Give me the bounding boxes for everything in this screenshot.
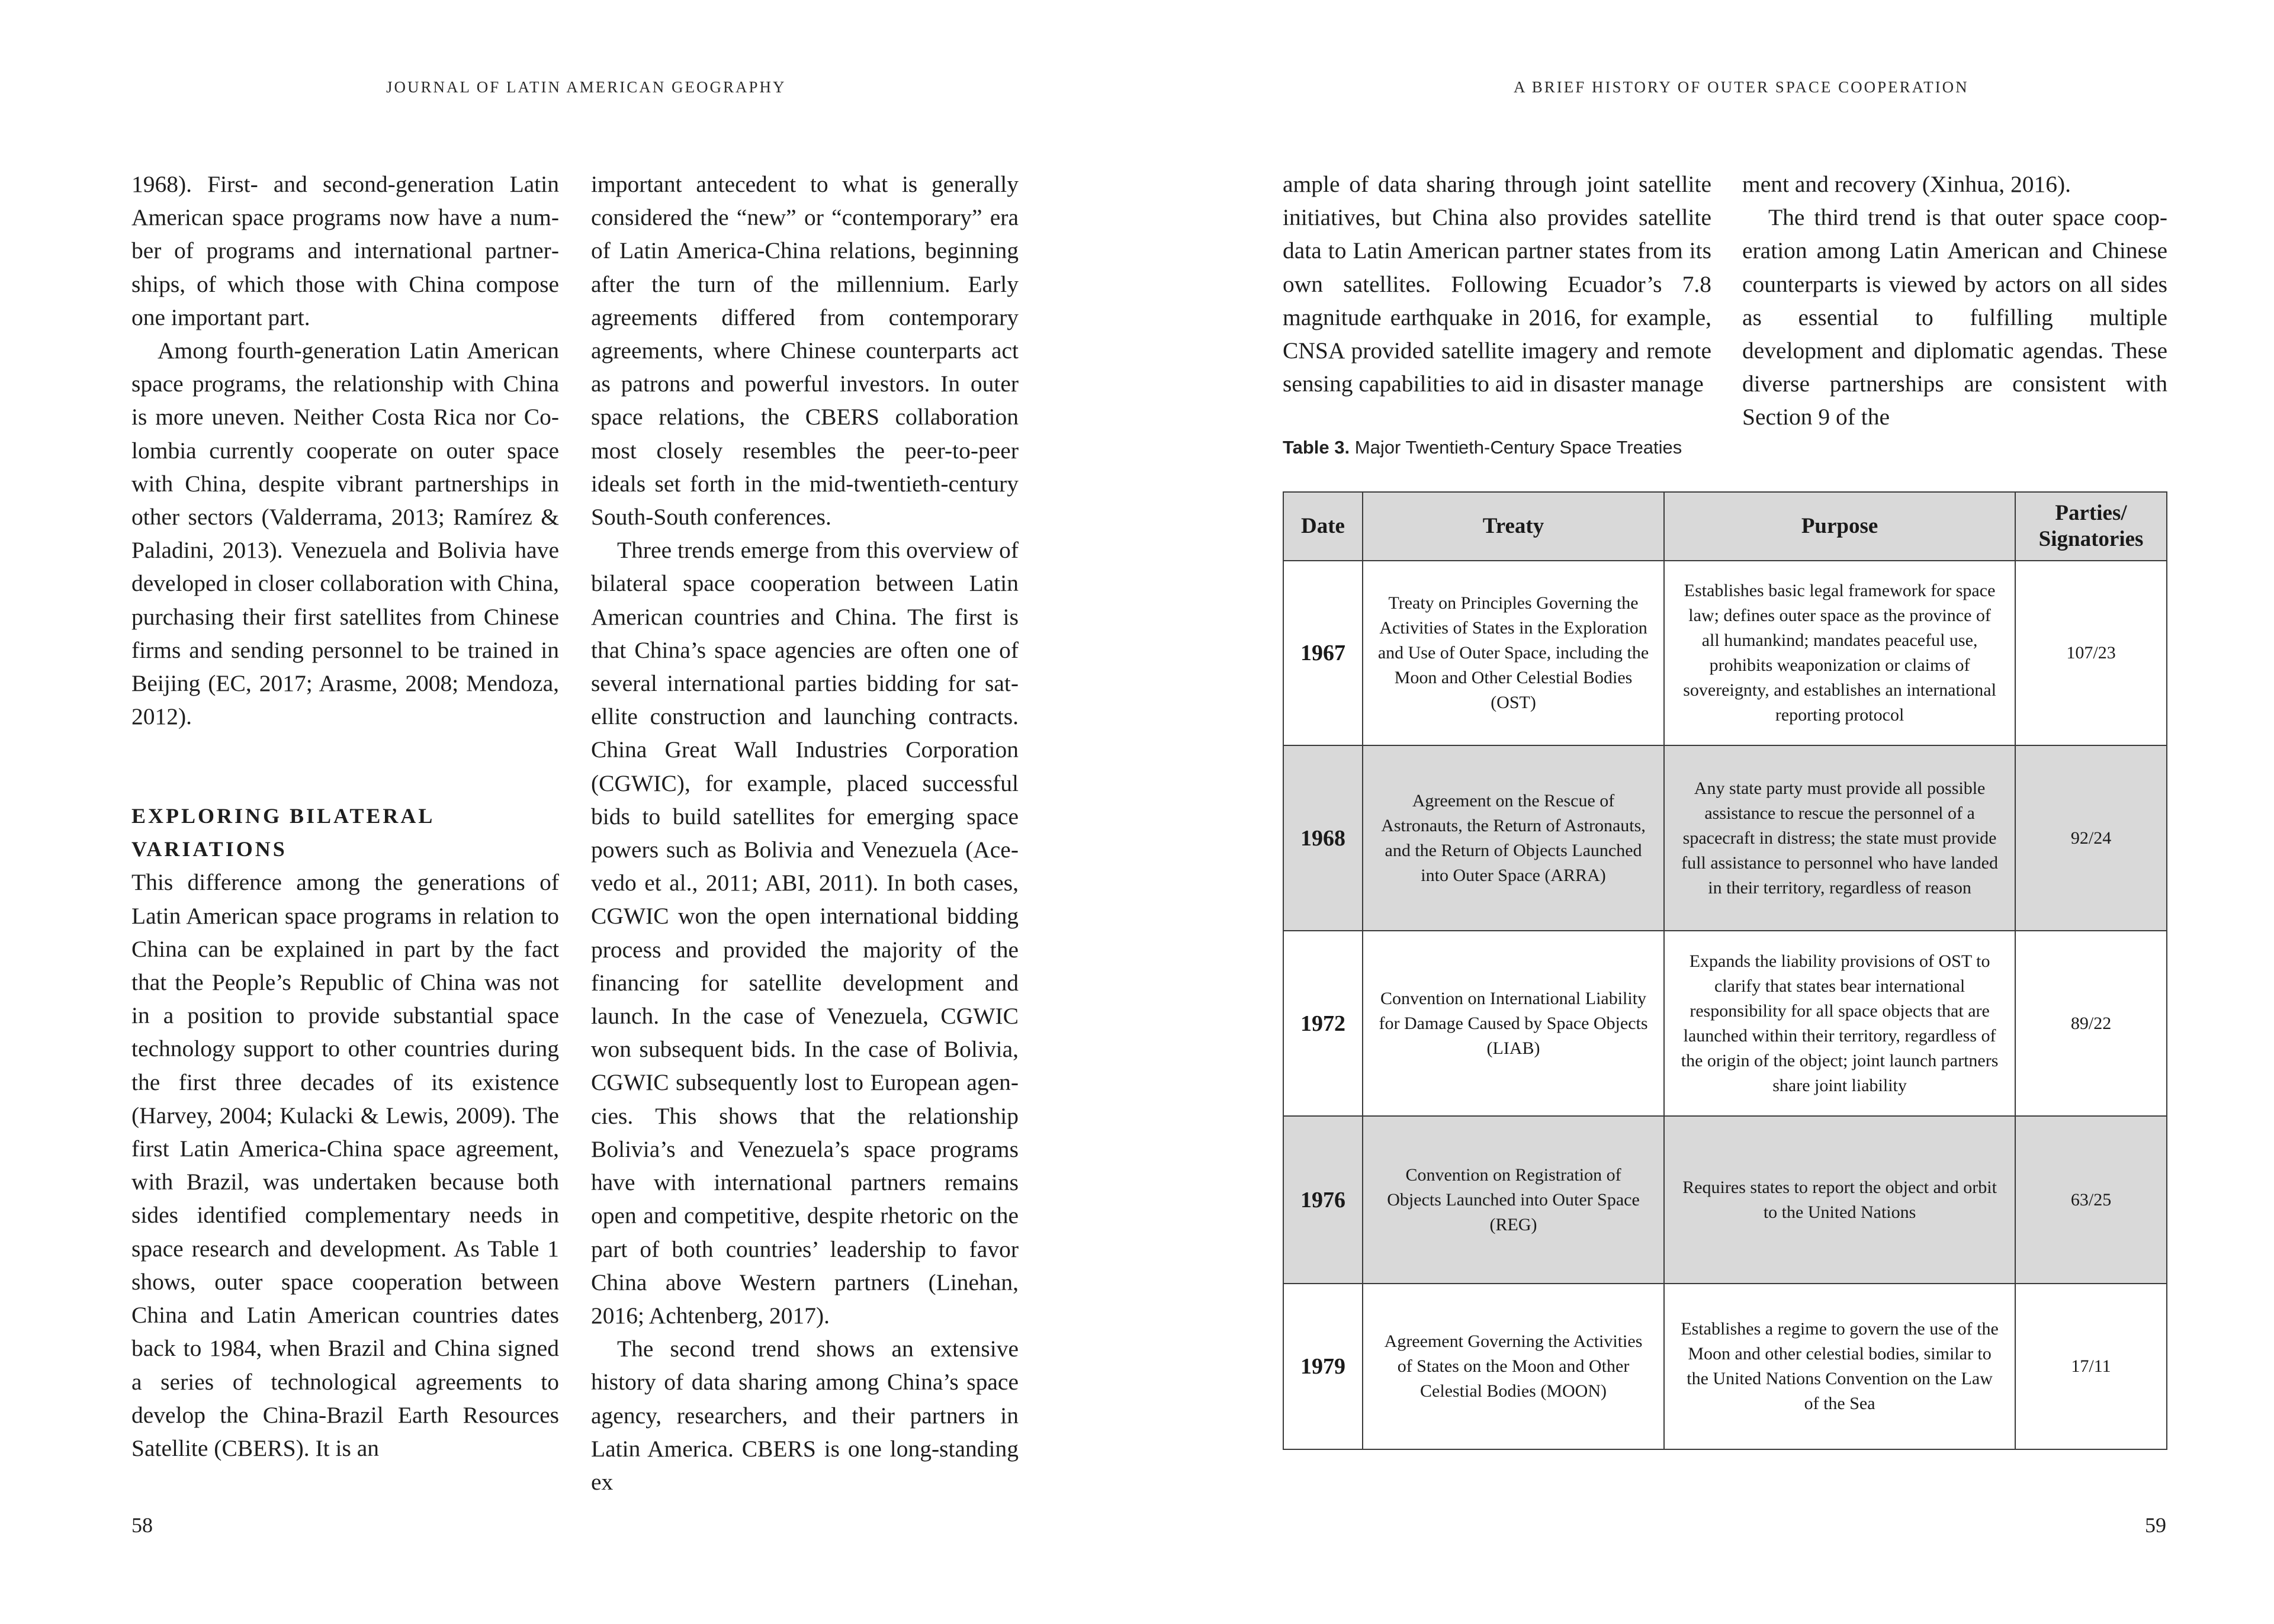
header-treaty: Treaty bbox=[1363, 492, 1664, 561]
cell-treaty: Treaty on Principles Governing the Activities of States in the Exploration and Use of Outer Space, including the Moon and Other Celestial Bodies (OST) bbox=[1363, 561, 1664, 745]
right-column-1 bbox=[1283, 168, 1711, 400]
left-page-number: 58 bbox=[131, 1513, 153, 1537]
right-page-number: 59 bbox=[2145, 1513, 2166, 1537]
cell-purpose: Expands the liability provisions of OST to clarify that states bear international responsibility for all space objects that are launched within their territory, regardless of the origin of the object; joint launch partners share joint liability bbox=[1664, 931, 2015, 1116]
cell-date: 1972 bbox=[1283, 931, 1363, 1116]
table-row bbox=[1283, 1284, 2167, 1449]
cell-date: 1976 bbox=[1283, 1116, 1363, 1284]
left-col2-paragraph-1: important antecedent to what is generally considered the “new” or “contemporary” era of Latin America-China relations, beginning after the turn of the millennium. Early agreements differed from contemporary agreements, where Chinese counterparts act as patrons and powerful investors. In outer space relations, the CBERS collaboration most closely resembles the peer-to-peer ideals set forth in the mid-twentieth-century South-South conferences. bbox=[591, 171, 1019, 530]
cell-date: 1967 bbox=[1283, 561, 1363, 745]
left-col2-paragraph-3: The second trend shows an extensive history of data sharing among China’s space agency, researchers, and their partners in Latin America. CBERS is one long-standing ex bbox=[591, 1336, 1019, 1495]
right-col1-paragraph-1: ample of data sharing through joint satellite initiatives, but China also provides satellite data to Latin American partner states from its own satellites. Following Ecuador’s 7.8 magnitude earthquake in 2016, for example, CNSA provided satellite imagery and remote sensing capabilities to aid in disaster manage bbox=[1283, 171, 1711, 397]
left-col1-paragraph-1: 1968). First- and second-generation Latin American space programs now have a number of programs and international partnerships, of which those with China compose one important part. bbox=[131, 171, 559, 330]
left-column-1 bbox=[131, 168, 559, 1465]
right-column-2 bbox=[1742, 168, 2167, 434]
cell-parties: 63/25 bbox=[2015, 1116, 2167, 1284]
header-parties: Parties/ Signatories bbox=[2015, 492, 2167, 561]
right-col2-paragraph-2: The third trend is that outer space cooperation among Latin American and Chinese counterparts is viewed by actors on all sides as essential to fulfilling multiple development and diplomatic agendas. These diverse partnerships are consistent with Section 9 of the bbox=[1742, 204, 2167, 430]
cell-date: 1968 bbox=[1283, 745, 1363, 931]
cell-purpose: Any state party must provide all possible assistance to rescue the personnel of a spacecraft in distress; the state must provide full assistance to personnel who have landed in their territory, regardless of reason bbox=[1664, 745, 2015, 931]
cell-purpose: Establishes basic legal framework for space law; defines outer space as the province of all humankind; mandates peaceful use, prohibits weaponization or claims of sovereignty, and establishes an international reporting protocol bbox=[1664, 561, 2015, 745]
right-running-head: A BRIEF HISTORY OF OUTER SPACE COOPERATION bbox=[1514, 78, 1969, 96]
right-col2-paragraph-1: ment and recovery (Xinhua, 2016). bbox=[1742, 171, 2071, 197]
cell-treaty: Agreement on the Rescue of Astronauts, the Return of Astronauts, and the Return of Objects Launched into Outer Space (ARRA) bbox=[1363, 745, 1664, 931]
table-caption-text: Major Twentieth-Century Space Treaties bbox=[1354, 437, 1682, 458]
table-header-row bbox=[1283, 492, 2167, 561]
cell-purpose: Requires states to report the object and orbit to the United Nations bbox=[1664, 1116, 2015, 1284]
table-row bbox=[1283, 561, 2167, 745]
cell-parties: 92/24 bbox=[2015, 745, 2167, 931]
cell-date: 1979 bbox=[1283, 1284, 1363, 1449]
section-spacer bbox=[131, 733, 559, 799]
cell-treaty: Convention on Registration of Objects Launched into Outer Space (REG) bbox=[1363, 1116, 1664, 1284]
space-treaties-table bbox=[1283, 491, 2167, 1450]
cell-purpose: Establishes a regime to govern the use of the Moon and other celestial bodies, similar to the United Nations Convention on the Law of the Sea bbox=[1664, 1284, 2015, 1449]
left-column-2 bbox=[591, 168, 1019, 1498]
table-caption-label: Table 3. bbox=[1283, 437, 1350, 458]
cell-parties: 89/22 bbox=[2015, 931, 2167, 1116]
cell-parties: 17/11 bbox=[2015, 1284, 2167, 1449]
header-purpose: Purpose bbox=[1664, 492, 2015, 561]
left-col1-paragraph-2: Among fourth-generation Latin American space programs, the relationship with China is more uneven. Neither Costa Rica nor Colombia currently cooperate on outer space with China, despite vibrant partnerships in other sectors (Valderrama, 2013; Ramírez & Paladini, 2013). Venezuela and Bolivia have developed in closer collaboration with China, purchasing their first satellites from Chinese firms and sending personnel to be trained in Beijing (EC, 2017; Arasme, 2008; Mendoza, 2012). bbox=[131, 337, 559, 730]
section-heading: EXPLORING BILATERAL VARIATIONS bbox=[131, 804, 434, 861]
table-row bbox=[1283, 931, 2167, 1116]
cell-treaty: Agreement Governing the Activities of States on the Moon and Other Celestial Bodies (MOON) bbox=[1363, 1284, 1664, 1449]
cell-treaty: Convention on International Liability for Damage Caused by Space Objects (LIAB) bbox=[1363, 931, 1664, 1116]
cell-parties: 107/23 bbox=[2015, 561, 2167, 745]
left-col2-paragraph-2: Three trends emerge from this overview of bilateral space cooperation between Latin American countries and China. The first is that China’s space agencies are often one of several international parties bidding for satellite construction and launching contracts. China Great Wall Industries Corporation (CGWIC), for example, placed successful bids to build satellites for emerging space powers such as Bolivia and Venezuela (Acevedo et al., 2011; ABI, 2011). In both cases, CGWIC won the open international bidding process and provided the majority of the financing for satellite development and launch. In the case of Venezuela, CGWIC won subsequent bids. In the case of Bolivia, CGWIC subsequently lost to European agencies. This shows that the relationship Bolivia’s and Venezuela’s space programs have with international partners remains open and competitive, despite rhetoric on the part of both countries’ leadership to favor China above Western partners (Linehan, 2016; Achtenberg, 2017). bbox=[591, 537, 1019, 1329]
header-date: Date bbox=[1283, 492, 1363, 561]
left-running-head: JOURNAL OF LATIN AMERICAN GEOGRAPHY bbox=[386, 78, 786, 96]
table-row bbox=[1283, 1116, 2167, 1284]
table-caption bbox=[1283, 437, 1682, 458]
left-col1-paragraph-3: This difference among the generations of Latin American space programs in relation to China can be explained in part by the fact that the People’s Republic of China was not in a position to provide substantial space technology support to other countries during the first three decades of its existence (Harvey, 2004; Kulacki & Lewis, 2009). The first Latin America-China space agreement, with Brazil, was undertaken because both sides identified complementary needs in space research and development. As Table 1 shows, outer space cooperation between China and Latin American countries dates back to 1984, when Brazil and China signed a series of technological agreements to develop the China-Brazil Earth Resources Satellite (CBERS). It is an bbox=[131, 869, 559, 1461]
table-row bbox=[1283, 745, 2167, 931]
